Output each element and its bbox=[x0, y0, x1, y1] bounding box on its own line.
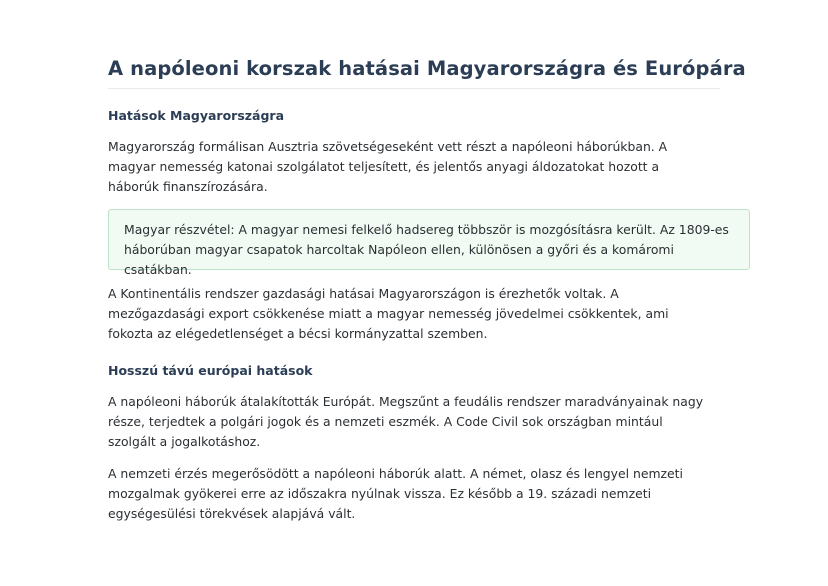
title-divider bbox=[108, 88, 720, 89]
paragraph-hungary-alliance: Magyarország formálisan Ausztria szövetségeseként vett részt a napóleoni háborúkban. A magyar nemesség katonai szolgálatot teljesített, és jelentős anyagi áldozatokat hozott a háborúk finanszírozására. bbox=[108, 139, 668, 195]
paragraph-europe-transformation: A napóleoni háborúk átalakították Európát. Megszűnt a feudális rendszer maradványainak nagy része, terjedtek a polgári jogok és a nemzeti eszmék. A Code Civil sok országban mintául szolgált a jogalkotáshoz. bbox=[108, 394, 704, 450]
callout-text: Magyar részvétel: A magyar nemesi felkelő hadsereg többször is mozgósításra került. Az 1809-es háborúban magyar csapatok harcoltak Napóleon ellen, különösen a győri és a komáromi csatákban. bbox=[124, 222, 729, 278]
page-title: A napóleoni korszak hatásai Magyarországra és Európára bbox=[108, 57, 746, 80]
section-heading-hungary: Hatások Magyarországra bbox=[108, 108, 285, 123]
section-heading-europe: Hosszú távú európai hatások bbox=[108, 363, 313, 378]
paragraph-continental-system: A Kontinentális rendszer gazdasági hatásai Magyarországon is érezhetők voltak. A mezőgazdasági export csökkenése miatt a magyar nemesség jövedelmei csökkentek, ami fokozta az elégedetlenséget a bécsi kormányzattal szemben. bbox=[108, 286, 669, 342]
callout-hungarian-participation bbox=[108, 209, 750, 278]
paragraph-national-sentiment: A nemzeti érzés megerősödött a napóleoni háborúk alatt. A német, olasz és lengyel nemzeti mozgalmak gyökerei erre az időszakra nyúlnak vissza. Ez később a 19. századi nemzeti egységesülési törekvések alapjává vált. bbox=[108, 466, 683, 522]
